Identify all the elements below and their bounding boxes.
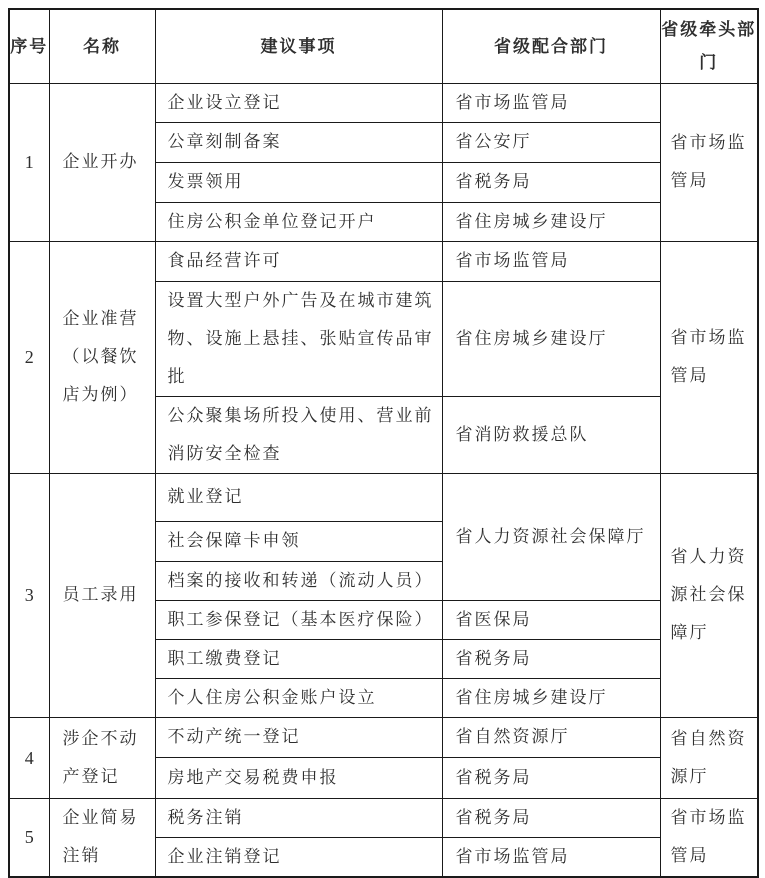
lead-department-cell: 省人力资源社会保障厅 xyxy=(660,473,758,717)
support-cell: 省住房城乡建设厅 xyxy=(442,202,660,241)
support-cell: 省医保局 xyxy=(442,600,660,639)
task-cell: 住房公积金单位登记开户 xyxy=(155,202,442,241)
task-cell: 企业注销登记 xyxy=(155,837,442,877)
task-cell: 社会保障卡申领 xyxy=(155,521,442,561)
support-cell: 省税务局 xyxy=(442,757,660,798)
header-cell-no: 序号 xyxy=(9,9,49,83)
task-cell: 职工参保登记（基本医疗保险） xyxy=(155,600,442,639)
header-cell-task: 建议事项 xyxy=(155,9,442,83)
task-cell: 职工缴费登记 xyxy=(155,639,442,678)
lead-department-cell: 省市场监管局 xyxy=(660,83,758,241)
table-header-row xyxy=(9,9,758,83)
task-cell: 公章刻制备案 xyxy=(155,122,442,162)
task-cell: 发票领用 xyxy=(155,162,442,202)
section-name-cell: 企业开办 xyxy=(49,83,155,241)
support-cell: 省税务局 xyxy=(442,798,660,837)
support-cell: 省消防救援总队 xyxy=(442,396,660,473)
support-cell: 省住房城乡建设厅 xyxy=(442,281,660,396)
section-number-cell: 1 xyxy=(9,83,49,241)
support-cell: 省自然资源厅 xyxy=(442,717,660,757)
table-row xyxy=(9,717,758,757)
table-row xyxy=(9,798,758,837)
section-number-cell: 2 xyxy=(9,241,49,473)
task-cell: 就业登记 xyxy=(155,473,442,521)
section-name-cell: 企业简易注销 xyxy=(49,798,155,877)
task-cell: 个人住房公积金账户设立 xyxy=(155,678,442,717)
task-cell: 设置大型户外广告及在城市建筑物、设施上悬挂、张贴宣传品审批 xyxy=(155,281,442,396)
task-cell: 公众聚集场所投入使用、营业前消防安全检查 xyxy=(155,396,442,473)
approval-items-table xyxy=(8,8,759,878)
task-cell: 房地产交易税费申报 xyxy=(155,757,442,798)
support-cell: 省住房城乡建设厅 xyxy=(442,678,660,717)
support-cell: 省人力资源社会保障厅 xyxy=(442,473,660,600)
table-row xyxy=(9,241,758,281)
support-cell: 省市场监管局 xyxy=(442,837,660,877)
support-cell: 省公安厅 xyxy=(442,122,660,162)
task-cell: 档案的接收和转递（流动人员） xyxy=(155,561,442,600)
section-number-cell: 3 xyxy=(9,473,49,717)
task-cell: 税务注销 xyxy=(155,798,442,837)
section-name-cell: 企业准营（以餐饮店为例） xyxy=(49,241,155,473)
task-cell: 食品经营许可 xyxy=(155,241,442,281)
support-cell: 省市场监管局 xyxy=(442,241,660,281)
header-cell-name: 名称 xyxy=(49,9,155,83)
lead-department-cell: 省市场监管局 xyxy=(660,241,758,473)
support-cell: 省税务局 xyxy=(442,639,660,678)
header-cell-lead: 省级牵头部门 xyxy=(660,9,758,83)
lead-department-cell: 省市场监管局 xyxy=(660,798,758,877)
table-row xyxy=(9,83,758,122)
task-cell: 企业设立登记 xyxy=(155,83,442,122)
support-cell: 省市场监管局 xyxy=(442,83,660,122)
task-cell: 不动产统一登记 xyxy=(155,717,442,757)
support-cell: 省税务局 xyxy=(442,162,660,202)
section-name-cell: 员工录用 xyxy=(49,473,155,717)
table-row xyxy=(9,473,758,521)
lead-department-cell: 省自然资源厅 xyxy=(660,717,758,798)
header-cell-support: 省级配合部门 xyxy=(442,9,660,83)
section-number-cell: 5 xyxy=(9,798,49,877)
section-name-cell: 涉企不动产登记 xyxy=(49,717,155,798)
section-number-cell: 4 xyxy=(9,717,49,798)
